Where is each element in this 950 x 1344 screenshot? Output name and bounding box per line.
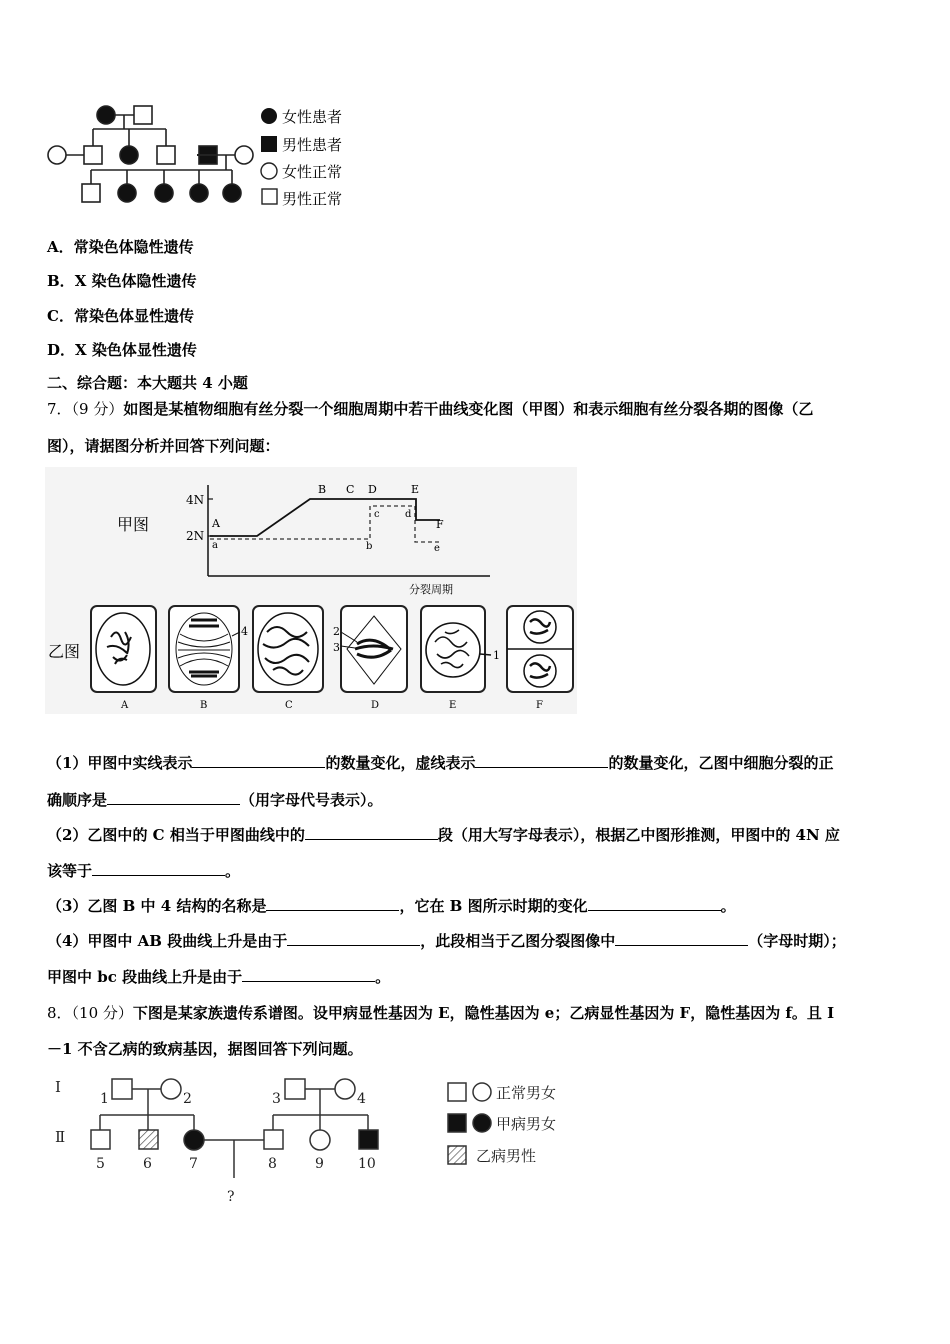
x-axis-label: 分裂周期 [409,583,453,596]
point-label: c [374,509,380,520]
point-label: C [346,483,355,496]
option-text: 常染色体隐性遗传 [73,238,194,256]
q7-sub2-line2 [47,860,240,881]
q7-sub3-text: 。 [720,897,736,915]
jia-label: 甲图 [117,515,150,534]
marker-4: 4 [241,625,248,638]
gen3-female-affected-2 [155,184,173,202]
legend-normal-female-icon [473,1083,491,1101]
option-b[interactable] [47,270,197,291]
marker-1: 1 [493,649,500,662]
q7-sub1-line2 [47,789,383,810]
cell-c-frame [253,606,323,692]
legend-jia-male-icon [448,1114,466,1132]
q7-sub4-text: ，此段相当于乙图分裂图像中 [420,932,616,950]
gen1-2-female-normal [161,1079,181,1099]
point-label: a [212,540,218,551]
q7-sub4-text: （字母时期）； [748,932,846,950]
q7-sub4-text: 甲图中 bc 段曲线上升是由于 [47,968,243,986]
individual-id: 9 [315,1156,324,1172]
gen1-female-affected [97,106,115,124]
q7-sub2-text: （2）乙图中的 C 相当于甲图曲线中的 [47,826,305,844]
q7-sub1-text: （1）甲图中实线表示 [47,754,193,772]
yi-label: 乙图 [48,642,81,661]
option-letter: B． [47,272,75,290]
cell-letter: F [536,700,543,711]
cell-letter: D [371,700,380,711]
option-letter: D． [47,341,76,359]
gen2-female-normal-right [235,146,253,164]
legend-label: 男性正常 [282,190,343,208]
point-label: E [411,483,420,496]
answer-blank[interactable] [588,896,721,911]
legend-yi-male-icon [448,1146,466,1164]
cell-e-frame [421,606,485,692]
individual-id: 10 [358,1156,376,1172]
point-label: b [366,541,373,552]
q7-figure-jia [45,467,577,602]
q7-sub1-text: 确顺序是 [47,791,108,809]
option-text: X 染色体隐性遗传 [74,272,197,290]
generation-label: Ⅱ [55,1128,66,1146]
cell-letter: B [200,700,208,711]
gen3-female-affected-1 [118,184,136,202]
individual-id: 4 [357,1091,366,1107]
answer-blank[interactable] [242,967,375,982]
legend-label: 甲病男女 [496,1115,557,1133]
q7-sub3-text: ，它在 B 图所示时期的变化 [399,897,588,915]
legend-male-affected-icon [261,136,277,152]
question-score: （10 分） [71,1004,133,1022]
gen2-8-male-normal [264,1130,283,1149]
pedigree-1-legend [261,108,342,208]
question-stem: 如图是某植物细胞有丝分裂一个细胞周期中若干曲线变化图（甲图）和表示细胞有丝分裂各期的图像（乙 [123,400,814,418]
generation-label: Ⅰ [55,1078,61,1096]
gen2-female-normal-spouse [48,146,66,164]
q7-sub2-line1 [47,824,840,845]
legend-label: 男性患者 [282,136,343,154]
pedigree-chart-2 [45,1070,585,1210]
answer-blank[interactable] [192,753,325,768]
option-c[interactable] [47,305,194,326]
gen1-3-male-normal [285,1079,305,1099]
answer-blank[interactable] [287,931,420,946]
option-text: X 染色体显性遗传 [75,341,197,359]
answer-blank[interactable] [475,753,608,768]
q7-sub1-text: 的数量变化，虚线表示 [325,754,476,772]
y-tick-4n: 4N [186,493,205,507]
y-tick-2n: 2N [186,529,205,543]
cell-d-frame [341,606,407,692]
gen3-female-affected-3 [190,184,208,202]
gen1-1-male-normal [112,1079,132,1099]
legend-female-normal-icon [261,163,277,179]
gen1-4-female-normal [335,1079,355,1099]
legend-female-affected-icon [261,108,277,124]
individual-id: 1 [100,1091,109,1107]
q7-sub2-text: 。 [225,862,241,880]
question-score: （9 分） [71,400,124,418]
individual-id: 2 [183,1091,192,1107]
gen2-5-male-normal [91,1130,110,1149]
q7-sub1-line1 [47,752,833,773]
legend-label: 女性患者 [282,108,343,126]
q7-sub2-text: 段（用大写字母表示），根据乙中图形推测，甲图中的 4N 应 [437,826,840,844]
answer-blank[interactable] [615,931,748,946]
individual-id: 7 [189,1156,198,1172]
point-label: e [434,543,440,554]
gen2-male-normal [84,146,102,164]
individual-id: 8 [268,1156,277,1172]
legend-label: 正常男女 [496,1084,557,1102]
option-d[interactable] [47,339,197,360]
legend-male-normal-icon [262,189,277,204]
q7-sub1-text: （用字母代号表示）。 [240,791,383,809]
q7-sub4-line1 [47,930,846,951]
cell-letter: A [121,700,129,711]
cell-letter: C [285,700,293,711]
point-label: F [436,518,444,531]
q7-sub2-text: 该等于 [47,862,93,880]
gen2-10-male-jia-disease [359,1130,378,1149]
q7-sub4-text: 。 [375,968,391,986]
question-stem: 下图是某家族遗传系谱图。设甲病显性基因为 E，隐性基因为 e；乙病显性基因为 F，隐性基因为 f。且 Ⅰ [132,1004,835,1022]
q8-stem-line2: －1 不含乙病的致病基因，据图回答下列问题。 [47,1040,363,1058]
q7-figure-yi [45,602,577,714]
option-a[interactable] [47,236,194,257]
q7-sub3 [47,895,736,916]
legend-label: 女性正常 [282,163,343,181]
answer-blank[interactable] [266,896,399,911]
unknown-offspring: ? [227,1189,235,1205]
q7-stem-line1 [47,398,813,419]
question-number: 7． [47,400,72,418]
q7-sub4-text: （4）甲图中 AB 段曲线上升是由于 [47,932,288,950]
marker-3: 3 [333,641,340,654]
pedigree-chart-1 [40,95,370,220]
answer-blank[interactable] [305,825,438,840]
point-label: A [212,517,220,530]
q8-stem-line1 [47,1002,834,1023]
gen2-male-normal-2 [157,146,175,164]
legend-label: 乙病男性 [476,1147,537,1165]
individual-id: 3 [272,1091,281,1107]
q7-sub1-text: 的数量变化，乙图中细胞分裂的正 [608,754,834,772]
gen2-7-female-jia-disease [184,1130,204,1150]
legend-normal-male-icon [448,1083,466,1101]
gen2-9-female-normal [310,1130,330,1150]
point-label: d [405,509,412,520]
individual-id: 5 [96,1156,105,1172]
marker-2: 2 [333,625,340,638]
q7-sub4-line2 [47,966,390,987]
gen3-male-normal [82,184,100,202]
point-label: B [318,483,327,496]
option-letter: A． [47,238,74,256]
q7-stem-line2: 图），请据图分析并回答下列问题： [47,437,280,455]
gen2-female-affected [120,146,138,164]
cell-letter: E [449,700,457,711]
gen1-male-normal [134,106,152,124]
answer-blank[interactable] [92,861,225,876]
legend-jia-female-icon [473,1114,491,1132]
point-label: D [368,483,377,496]
gen2-6-male-yi-disease [139,1130,158,1149]
question-number: 8． [47,1004,72,1022]
gen3-female-affected-4 [223,184,241,202]
section-title: 二、综合题：本大题共 4 小题 [47,374,248,392]
q7-sub3-text: （3）乙图 B 中 4 结构的名称是 [47,897,267,915]
option-text: 常染色体显性遗传 [73,307,194,325]
option-letter: C． [47,307,74,325]
individual-id: 6 [143,1156,152,1172]
answer-blank[interactable] [107,790,240,805]
